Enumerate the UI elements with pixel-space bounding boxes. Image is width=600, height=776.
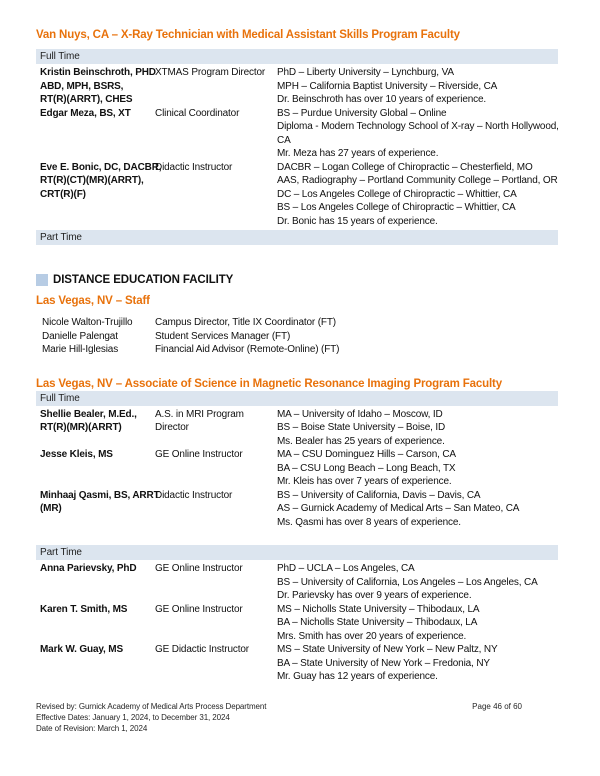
text-line: Mrs. Smith has over 20 years of experience. <box>277 630 467 642</box>
staff-section-title: Las Vegas, NV – Staff <box>36 295 150 307</box>
distance-education-heading <box>36 273 558 287</box>
faculty-row <box>40 107 558 161</box>
footer-effective-dates: Effective Dates: January 1, 2024, to December 31, 2024 <box>36 713 230 722</box>
text-line: Ms. Bealer has 25 years of experience. <box>277 435 445 447</box>
text-line: Mark W. Guay, MS <box>40 644 123 655</box>
education-cell <box>277 562 552 603</box>
page-number: Page 46 of 60 <box>472 702 522 711</box>
education-cell <box>277 603 552 644</box>
faculty-row <box>40 562 558 603</box>
text-line: Ms. Qasmi has over 8 years of experience. <box>277 516 461 528</box>
parttime-band-label: Part Time <box>40 232 82 243</box>
text-line: AAS, Radiography – Portland Community College – Portland, OR <box>277 175 558 186</box>
text-line: CRT(R)(F) <box>40 188 86 200</box>
text-line: GE Online Instructor <box>155 563 243 574</box>
staff-name: Marie Hill-Iglesias <box>42 344 119 355</box>
fulltime-band-label: Full Time <box>40 392 80 404</box>
text-line: BS – University of California, Los Angeles – Los Angeles, CA <box>277 576 538 588</box>
faculty-row <box>40 161 558 229</box>
text-line: Mr. Guay has 12 years of experience. <box>277 671 438 682</box>
text-line: Didactic Instructor <box>155 161 233 173</box>
distance-heading-label: DISTANCE EDUCATION FACILITY <box>53 274 234 286</box>
text-line: BS – Los Angeles College of Chiropractic – Whittier, CA <box>277 202 516 213</box>
text-line: Mr. Meza has 27 years of experience. <box>277 148 439 159</box>
staff-row <box>42 330 558 344</box>
faculty-row <box>40 603 558 644</box>
section1-title: Van Nuys, CA – X-Ray Technician with Medical Assistant Skills Program Faculty <box>36 29 460 41</box>
staff-table <box>36 316 558 357</box>
text-line: Didactic Instructor <box>155 489 233 501</box>
text-line: Shellie Bealer, M.Ed., <box>40 408 137 420</box>
text-line: RT(R)(CT)(MR)(ARRT), <box>40 175 144 186</box>
education-cell <box>277 448 552 489</box>
text-line: Clinical Coordinator <box>155 107 240 119</box>
title-cell <box>155 161 277 229</box>
staff-row <box>42 316 558 330</box>
staff-name: Nicole Walton-Trujillo <box>42 317 133 328</box>
name-cell <box>40 489 160 530</box>
education-cell <box>277 66 552 107</box>
title-cell <box>155 66 277 107</box>
text-line: MS – Nicholls State University – Thibodaux, LA <box>277 603 480 615</box>
staff-role: Student Services Manager (FT) <box>155 330 291 342</box>
footer-date-of-revision: Date of Revision: March 1, 2024 <box>36 724 148 733</box>
name-cell <box>40 562 155 603</box>
text-line: Dr. Beinschroth has over 10 years of experience. <box>277 94 487 105</box>
text-line: A.S. in MRI Program <box>155 408 244 420</box>
name-cell <box>40 107 155 161</box>
title-cell <box>155 408 277 449</box>
section3-title: Las Vegas, NV – Associate of Science in Magnetic Resonance Imaging Program Faculty <box>36 377 502 390</box>
name-cell <box>40 448 155 489</box>
text-line: Diploma - Modern Technology School of X-ray – North Hollywood, <box>277 121 559 132</box>
text-line: XTMAS Program Director <box>155 67 266 78</box>
faculty-row <box>40 643 558 684</box>
text-line: AS – Gurnick Academy of Medical Arts – San Mateo, CA <box>277 503 520 514</box>
name-cell <box>40 408 155 449</box>
text-line: MA – CSU Dominguez Hills – Carson, CA <box>277 449 456 460</box>
text-line: BS – Boise State University – Boise, ID <box>277 422 446 433</box>
text-line: RT(R)(ARRT), CHES <box>40 94 133 105</box>
faculty-row <box>40 408 558 449</box>
title-cell <box>155 643 277 684</box>
text-line: Anna Parievsky, PhD <box>40 563 137 574</box>
text-line: BS – University of California, Davis – Davis, CA <box>277 489 481 501</box>
text-line: MS – State University of New York – New Paltz, NY <box>277 644 498 655</box>
section1-fulltime-table <box>36 66 558 228</box>
text-line: Minhaaj Qasmi, BS, ARRT <box>40 489 160 501</box>
text-line: BA – CSU Long Beach – Long Beach, TX <box>277 462 456 474</box>
text-line: Director <box>155 422 189 433</box>
education-cell <box>277 643 552 684</box>
text-line: Jesse Kleis, MS <box>40 449 113 460</box>
section3-parttime-table <box>36 562 558 684</box>
staff-name: Danielle Palengat <box>42 330 118 342</box>
text-line: BA – State University of New York – Fredonia, NY <box>277 657 490 669</box>
name-cell <box>40 603 155 644</box>
footer-revised-by: Revised by: Gurnick Academy of Medical Arts Process Department <box>36 702 267 711</box>
text-line: GE Online Instructor <box>155 603 243 615</box>
staff-row <box>42 343 558 357</box>
education-cell <box>277 161 558 229</box>
text-line: PhD – Liberty University – Lynchburg, VA <box>277 67 454 78</box>
text-line: MPH – California Baptist University – Riverside, CA <box>277 80 498 92</box>
title-cell <box>155 448 277 489</box>
section1-fulltime-band <box>36 49 558 64</box>
text-line: (MR) <box>40 503 62 514</box>
faculty-row <box>40 448 558 489</box>
faculty-row <box>40 66 558 107</box>
fulltime-band-label: Full Time <box>40 51 80 62</box>
title-cell <box>155 603 277 644</box>
text-line: Karen T. Smith, MS <box>40 603 128 615</box>
text-line: Kristin Beinschroth, PHD <box>40 67 156 78</box>
education-cell <box>277 408 552 449</box>
title-cell <box>155 107 277 161</box>
parttime-band-label: Part Time <box>40 547 82 558</box>
section3-fulltime-band <box>36 391 558 406</box>
name-cell <box>40 643 155 684</box>
text-line: GE Online Instructor <box>155 449 243 460</box>
section3-parttime-band <box>36 545 558 560</box>
text-line: Edgar Meza, BS, XT <box>40 107 131 119</box>
text-line: RT(R)(MR)(ARRT) <box>40 422 122 433</box>
text-line: Dr. Parievsky has over 9 years of experience. <box>277 590 472 601</box>
title-cell <box>155 562 277 603</box>
faculty-row <box>40 489 558 530</box>
education-cell <box>277 107 559 161</box>
text-line: DC – Los Angeles College of Chiropractic – Whittier, CA <box>277 188 517 200</box>
text-line: DACBR – Logan College of Chiropractic – Chesterfield, MO <box>277 161 533 173</box>
text-line: ABD, MPH, BSRS, <box>40 80 124 92</box>
page-footer <box>36 701 266 734</box>
text-line: CA <box>277 134 291 146</box>
text-line: Dr. Bonic has 15 years of experience. <box>277 215 438 227</box>
text-line: PhD – UCLA – Los Angeles, CA <box>277 563 415 574</box>
staff-role: Financial Aid Advisor (Remote-Online) (FT) <box>155 344 340 355</box>
blue-square-bullet <box>36 274 48 286</box>
text-line: BS – Purdue University Global – Online <box>277 107 447 119</box>
text-line: Mr. Kleis has over 7 years of experience. <box>277 476 452 487</box>
section3-fulltime-table <box>36 408 558 530</box>
section1-parttime-band <box>36 230 558 245</box>
name-cell <box>40 66 155 107</box>
text-line: GE Didactic Instructor <box>155 644 249 655</box>
text-line: Eve E. Bonic, DC, DACBR, <box>40 161 162 173</box>
name-cell <box>40 161 162 229</box>
text-line: BA – Nicholls State University – Thibodaux, LA <box>277 617 478 628</box>
text-line: MA – University of Idaho – Moscow, ID <box>277 408 443 420</box>
staff-role: Campus Director, Title IX Coordinator (FT) <box>155 317 336 328</box>
education-cell <box>277 489 552 530</box>
title-cell <box>155 489 277 530</box>
